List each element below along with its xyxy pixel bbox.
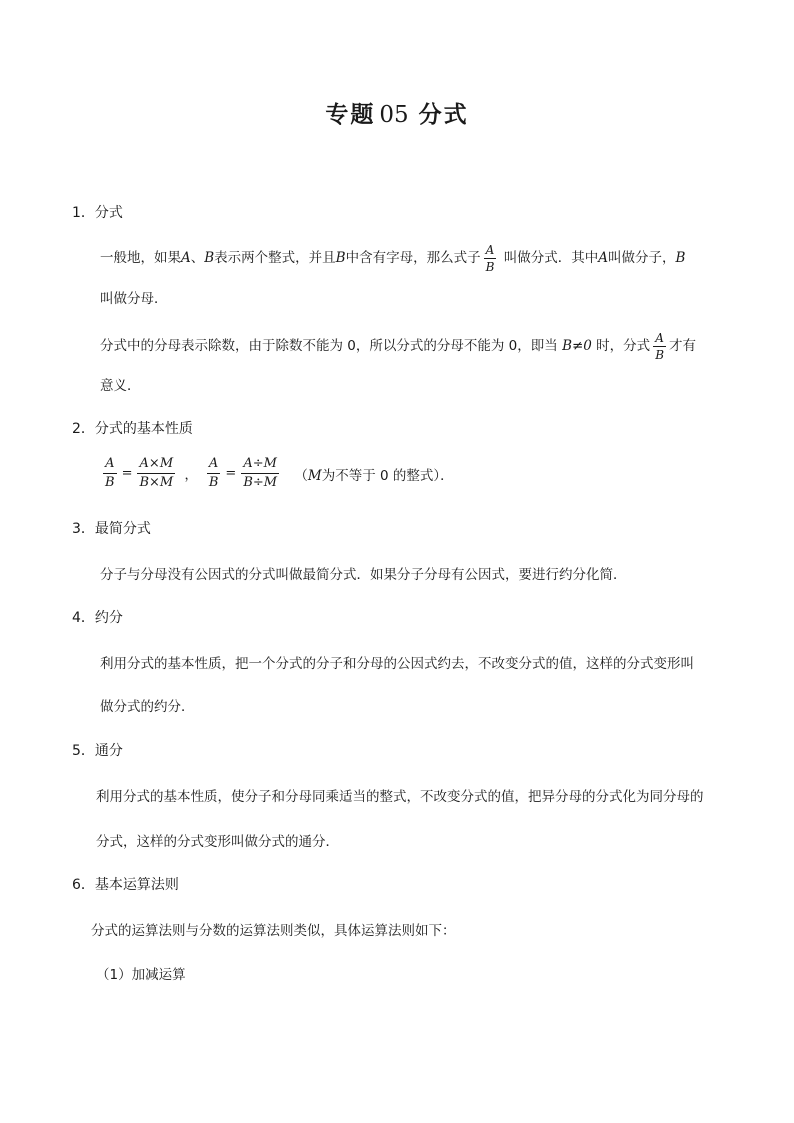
section-5-line-2: 分式，这样的分式变形叫做分式的通分． — [96, 834, 339, 850]
section-1-paragraph-1 — [100, 241, 685, 275]
text: 才有 — [669, 338, 697, 354]
text: （ — [294, 467, 308, 484]
fraction-a-over-b — [484, 243, 497, 274]
section-4-heading: 4．约分 — [72, 610, 123, 626]
section-4-line-1: 利用分式的基本性质，把一个分式的分子和分母的公因式约去，不改变分式的值，这样的分式变形叫 — [100, 656, 694, 672]
var-b: B — [335, 250, 346, 266]
section-6-heading: 6．基本运算法则 — [72, 877, 179, 893]
fraction-divide-m — [241, 456, 279, 491]
fraction-a-over-b — [103, 456, 117, 491]
basic-property-formulas — [100, 456, 454, 491]
fraction-numerator: A — [207, 456, 221, 474]
fraction-denominator: B — [485, 259, 495, 274]
equals-sign: = — [121, 466, 133, 481]
title-prefix: 专题 — [325, 101, 376, 128]
fraction-denominator: B×M — [139, 475, 174, 490]
section-2-heading: 2．分式的基本性质 — [72, 421, 193, 437]
fraction-numerator: A — [103, 456, 117, 474]
text: 表示两个整式，并且 — [214, 250, 336, 266]
formula-note — [294, 468, 453, 484]
var-a: A — [181, 250, 191, 266]
title-suffix: 分式 — [418, 101, 469, 128]
comma: ， — [184, 468, 198, 483]
section-1-paragraph-2-line-2: 意义． — [100, 378, 141, 394]
fraction-denominator: B — [105, 475, 115, 490]
fraction-numerator: A — [484, 243, 497, 259]
section-4-line-2: 做分式的约分． — [100, 699, 195, 715]
section-3-heading: 3．最简分式 — [72, 521, 151, 537]
text: 为不等于 0 的整式）． — [321, 467, 454, 484]
fraction-a-over-b — [207, 456, 221, 491]
var-b: B — [204, 250, 215, 266]
section-1-paragraph-2 — [100, 329, 696, 363]
var-a: A — [598, 250, 608, 266]
fraction-denominator: B — [655, 347, 665, 362]
fraction-denominator: B÷M — [243, 475, 278, 490]
page-title — [0, 96, 794, 129]
text: 叫做分式．其中 — [499, 250, 599, 266]
fraction-a-over-b — [653, 331, 666, 362]
fraction-denominator: B — [208, 475, 219, 490]
text: 分式中的分母表示除数，由于除数不能为 0，所以分式的分母不能为 0，即当 — [100, 338, 563, 354]
section-5-heading: 5．通分 — [72, 743, 123, 759]
fraction-times-m — [137, 456, 175, 491]
text: 一般地，如果 — [100, 250, 181, 266]
text: 叫做分子， — [607, 250, 676, 266]
condition-b-not-zero: B≠0 — [562, 338, 592, 354]
fraction-numerator: A÷M — [241, 456, 279, 474]
section-3-text: 分子与分母没有公因式的分式叫做最简分式．如果分子分母有公因式，要进行约分化简． — [100, 567, 627, 583]
text: 中含有字母，那么式子 — [345, 250, 481, 266]
section-6-text: 分式的运算法则与分数的运算法则类似，具体运算法则如下： — [91, 923, 456, 939]
var-m: M — [307, 467, 322, 484]
text: 时，分式 — [591, 338, 651, 354]
fraction-numerator: A×M — [137, 456, 175, 474]
text: 、 — [190, 250, 205, 266]
var-b: B — [675, 250, 686, 266]
section-5-line-1: 利用分式的基本性质，使分子和分母同乘适当的整式，不改变分式的值，把异分母的分式化为同分母的 — [96, 789, 704, 805]
section-1-paragraph-1-line-2: 叫做分母． — [100, 291, 168, 307]
title-number: 05 — [379, 102, 409, 128]
equals-sign: = — [225, 466, 237, 481]
section-1-heading: 1．分式 — [72, 205, 123, 221]
fraction-numerator: A — [653, 331, 666, 347]
section-6-subheading-1: （1）加减运算 — [96, 967, 186, 983]
